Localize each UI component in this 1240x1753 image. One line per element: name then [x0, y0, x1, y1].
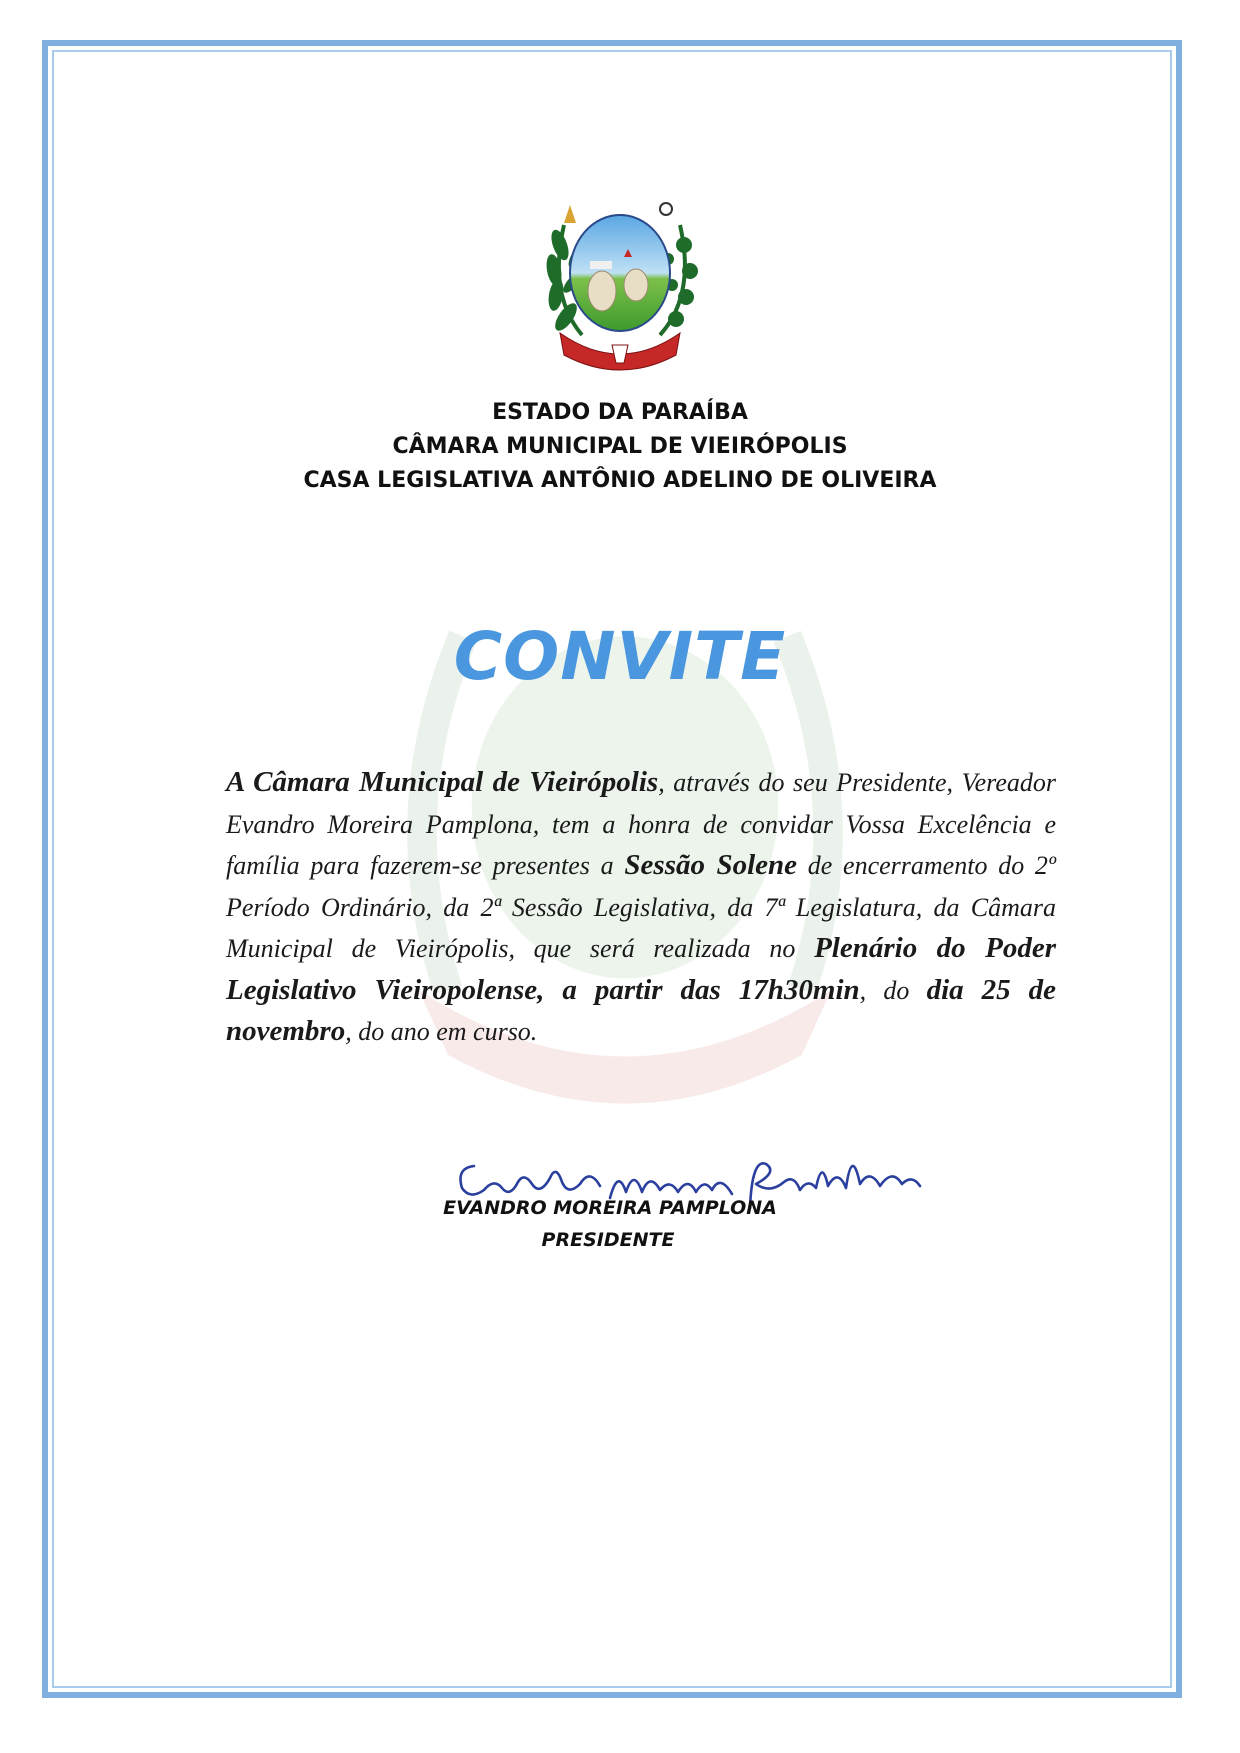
body-bold-session: Sessão Solene [624, 849, 798, 881]
body-bold-date: dia 25 de novembro [226, 973, 1057, 1047]
body-text-4: , do ano em curso. [345, 1017, 538, 1046]
invitation-body [226, 762, 1056, 1053]
body-text-3: , do [859, 975, 927, 1005]
page-title: CONVITE [453, 618, 787, 695]
body-text-2: de encerramento do 2º Período Ordinário, da 2ª Sessão Legislativa, da 7ª Legislatura, da Câmara Municipal de Vieirópolis, que será realizada no [226, 851, 1056, 963]
body-text-1: , através do seu Presidente, Vereador Evandro Moreira Pamplona, tem a honra de convidar Vossa Excelência e família para fazerem-se presentes a [226, 768, 1056, 880]
header-state: ESTADO DA PARAÍBA [492, 400, 748, 425]
body-bold-venue-time: Plenário do Poder Legislativo Vieiropolense, a partir das 17h30min [226, 932, 1056, 1006]
signatory-role: PRESIDENTE [541, 1229, 675, 1251]
header-chamber: CÂMARA MUNICIPAL DE VIEIRÓPOLIS [392, 434, 848, 459]
coat-of-arms-icon [520, 185, 720, 375]
institution-header [0, 396, 1240, 498]
body-bold-chamber: A Câmara Municipal de Vieirópolis [226, 766, 659, 798]
signatory-name: EVANDRO MOREIRA PAMPLONA [443, 1197, 777, 1219]
header-house: CASA LEGISLATIVA ANTÔNIO ADELINO DE OLIVEIRA [303, 468, 937, 493]
